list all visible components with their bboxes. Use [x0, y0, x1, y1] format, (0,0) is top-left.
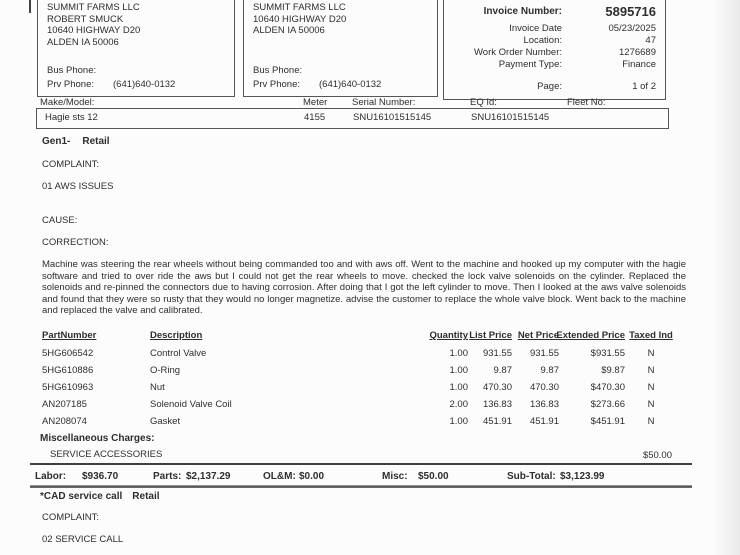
segment2-complaint-text: 02 SERVICE CALL — [42, 534, 124, 545]
invoice-meta-box — [443, 0, 666, 100]
prv-phone-label: Prv Phone: — [253, 79, 300, 90]
parts-label: Parts: — [153, 471, 182, 482]
col-taxed-ind: Taxed Ind — [629, 330, 673, 341]
part-net-price: 9.87 — [540, 365, 559, 376]
table-row — [0, 365, 740, 377]
page-value: 1 of 2 — [632, 81, 656, 92]
payment-type-label: Payment Type: — [498, 59, 562, 70]
segment2-sale-type: Retail — [132, 491, 160, 502]
segment1-cause-label: CAUSE: — [42, 215, 78, 226]
bus-phone-label: Bus Phone: — [47, 65, 97, 76]
customer-box — [37, 0, 235, 97]
invoice-date-label: Invoice Date — [509, 23, 562, 34]
part-taxed-ind: N — [647, 382, 655, 393]
equipment-row — [36, 108, 669, 129]
prv-phone-label: Prv Phone: — [47, 79, 94, 90]
col-partnumber: PartNumber — [42, 330, 97, 341]
labor-value: $936.70 — [82, 471, 119, 482]
part-list-price: 470.30 — [482, 382, 512, 393]
misc-charges-title: Miscellaneous Charges: — [40, 433, 155, 444]
totals-row — [0, 471, 740, 484]
segment1-code: Gen1- — [42, 136, 71, 147]
subtotal-label: Sub-Total: — [507, 471, 556, 482]
customer-name: SUMMIT FARMS LLC — [47, 2, 140, 13]
table-row — [0, 416, 740, 428]
part-number: 5HG610963 — [42, 382, 94, 393]
meter-value: 4155 — [304, 112, 326, 123]
customer-contact: ROBERT SMUCK — [47, 13, 124, 25]
invoice-number-label: Invoice Number: — [483, 6, 562, 17]
payment-type-value: Finance — [622, 59, 656, 70]
shipto-prv-phone — [253, 79, 382, 90]
customer-address2: ALDEN IA 50006 — [47, 36, 119, 48]
invoice-date-value: 05/23/2025 — [608, 23, 656, 34]
shipto-address2: ALDEN IA 50006 — [253, 25, 325, 36]
customer-address — [47, 2, 140, 48]
parts-table-header — [0, 330, 740, 342]
part-net-price: 931.55 — [529, 348, 559, 359]
work-order-label: Work Order Number: — [474, 47, 562, 58]
make-model-value: Hagie sts 12 — [45, 112, 98, 123]
part-net-price: 470.30 — [529, 382, 559, 393]
part-list-price: 931.55 — [482, 348, 512, 359]
subtotal-value: $3,123.99 — [560, 471, 605, 482]
labor-label: Labor: — [35, 471, 67, 482]
part-number: 5HG606542 — [42, 348, 94, 359]
part-quantity: 1.00 — [449, 382, 468, 393]
segment1-correction-text: Machine was steering the rear wheels without being commanded too and with aws off. Went to the machine and hooked up my computer with the hagie software and tried to over ride the aws but I could not get the rear wheels to move. checked the lock valve solenoids on the cylinder. Replaced the solenoids and re-pinned the connectors due to having corrosion. After doing that I got the left cylinder to move. Then I looked at the aws valve solenoids and found that they were so rusty that they would no longer magnetize. advise the customer to replace the whole valve block. Went back to the machine and replaced the valve and calibrated. — [42, 259, 686, 317]
part-extended-price: $931.55 — [590, 348, 625, 359]
payment-type-row — [444, 59, 665, 70]
part-extended-price: $273.66 — [590, 399, 625, 410]
part-description: Gasket — [150, 416, 181, 427]
misc-charge-amount: $50.00 — [642, 450, 672, 461]
customer-prv-phone — [47, 79, 176, 90]
col-extended-price: Extended Price — [556, 330, 625, 341]
eq-id-label: EQ Id: — [470, 97, 497, 108]
part-list-price: 136.83 — [482, 399, 512, 410]
invoice-number-row — [444, 4, 665, 19]
part-number: AN207185 — [42, 399, 87, 410]
part-description: Solenoid Valve Coil — [150, 399, 232, 410]
segment2-code: *CAD service call — [40, 491, 123, 502]
section-divider-line — [30, 485, 692, 488]
scan-artifact — [29, 0, 31, 13]
table-row — [0, 399, 740, 411]
part-extended-price: $9.87 — [601, 365, 625, 376]
part-number: 5HG610886 — [42, 365, 94, 376]
page-label: Page: — [537, 81, 562, 92]
serial-number-value: SNU16101515145 — [353, 112, 432, 123]
part-quantity: 1.00 — [449, 365, 468, 376]
col-net-price: Net Price — [517, 330, 559, 341]
olm-label: OL&M: — [263, 471, 296, 482]
segment1-heading — [42, 136, 110, 148]
table-row — [0, 382, 740, 394]
invoice-number-value: 5895716 — [605, 4, 656, 19]
location-value: 47 — [645, 35, 656, 46]
shipto-name: SUMMIT FARMS LLC — [253, 2, 346, 13]
olm-value: $0.00 — [299, 471, 325, 482]
col-list-price: List Price — [469, 330, 512, 341]
segment2-complaint-label: COMPLAINT: — [42, 512, 100, 523]
part-taxed-ind: N — [647, 416, 655, 427]
bus-phone-label: Bus Phone: — [253, 65, 303, 76]
eq-id-value: SNU16101515145 — [471, 112, 550, 123]
part-taxed-ind: N — [647, 399, 655, 410]
fleet-no-label: Fleet No: — [567, 97, 606, 108]
page-row — [444, 81, 665, 92]
customer-address1: 10640 HIGHWAY D20 — [47, 25, 141, 36]
part-description: O-Ring — [150, 365, 181, 376]
work-order-row — [444, 47, 665, 58]
customer-bus-phone — [47, 65, 96, 76]
table-row — [0, 348, 740, 360]
part-number: AN208074 — [42, 416, 87, 427]
misc-label: Misc: — [382, 471, 408, 482]
part-list-price: 451.91 — [482, 416, 512, 427]
work-order-value: 1276689 — [619, 47, 656, 58]
location-row — [444, 35, 665, 46]
segment1-complaint-text: 01 AWS ISSUES — [42, 181, 114, 192]
segment1-sale-type: Retail — [82, 136, 110, 147]
part-extended-price: $451.91 — [590, 416, 625, 427]
segment1-correction-label: CORRECTION: — [42, 237, 109, 248]
meter-label: Meter — [303, 97, 328, 108]
part-list-price: 9.87 — [493, 365, 512, 376]
misc-charge-item: SERVICE ACCESSORIES — [50, 449, 163, 460]
part-net-price: 451.91 — [529, 416, 559, 427]
part-quantity: 1.00 — [449, 416, 468, 427]
shipto-bus-phone — [253, 65, 302, 76]
shipto-address1: 10640 HIGHWAY D20 — [253, 13, 347, 25]
part-description: Control Valve — [150, 348, 207, 359]
part-quantity: 2.00 — [449, 399, 468, 410]
shipto-address — [253, 2, 346, 37]
parts-value: $2,137.29 — [186, 471, 231, 482]
invoice-date-row — [444, 23, 665, 34]
location-label: Location: — [523, 35, 562, 46]
part-extended-price: $470.30 — [590, 382, 625, 393]
part-quantity: 1.00 — [449, 348, 468, 359]
shipto-box — [243, 0, 438, 97]
serial-number-label: Serial Number: — [352, 97, 416, 108]
part-taxed-ind: N — [647, 365, 655, 376]
part-description: Nut — [150, 382, 165, 393]
misc-value: $50.00 — [418, 471, 449, 482]
col-quantity: Quantity — [429, 330, 468, 341]
segment2-heading — [40, 491, 160, 503]
part-taxed-ind: N — [647, 348, 655, 359]
divider-line — [30, 463, 692, 465]
part-net-price: 136.83 — [529, 399, 559, 410]
make-model-label: Make/Model: — [40, 97, 95, 108]
prv-phone-value: (641)640-0132 — [113, 79, 176, 90]
prv-phone-value: (641)640-0132 — [319, 79, 382, 90]
col-description: Description — [150, 330, 203, 341]
segment1-complaint-label: COMPLAINT: — [42, 159, 100, 170]
